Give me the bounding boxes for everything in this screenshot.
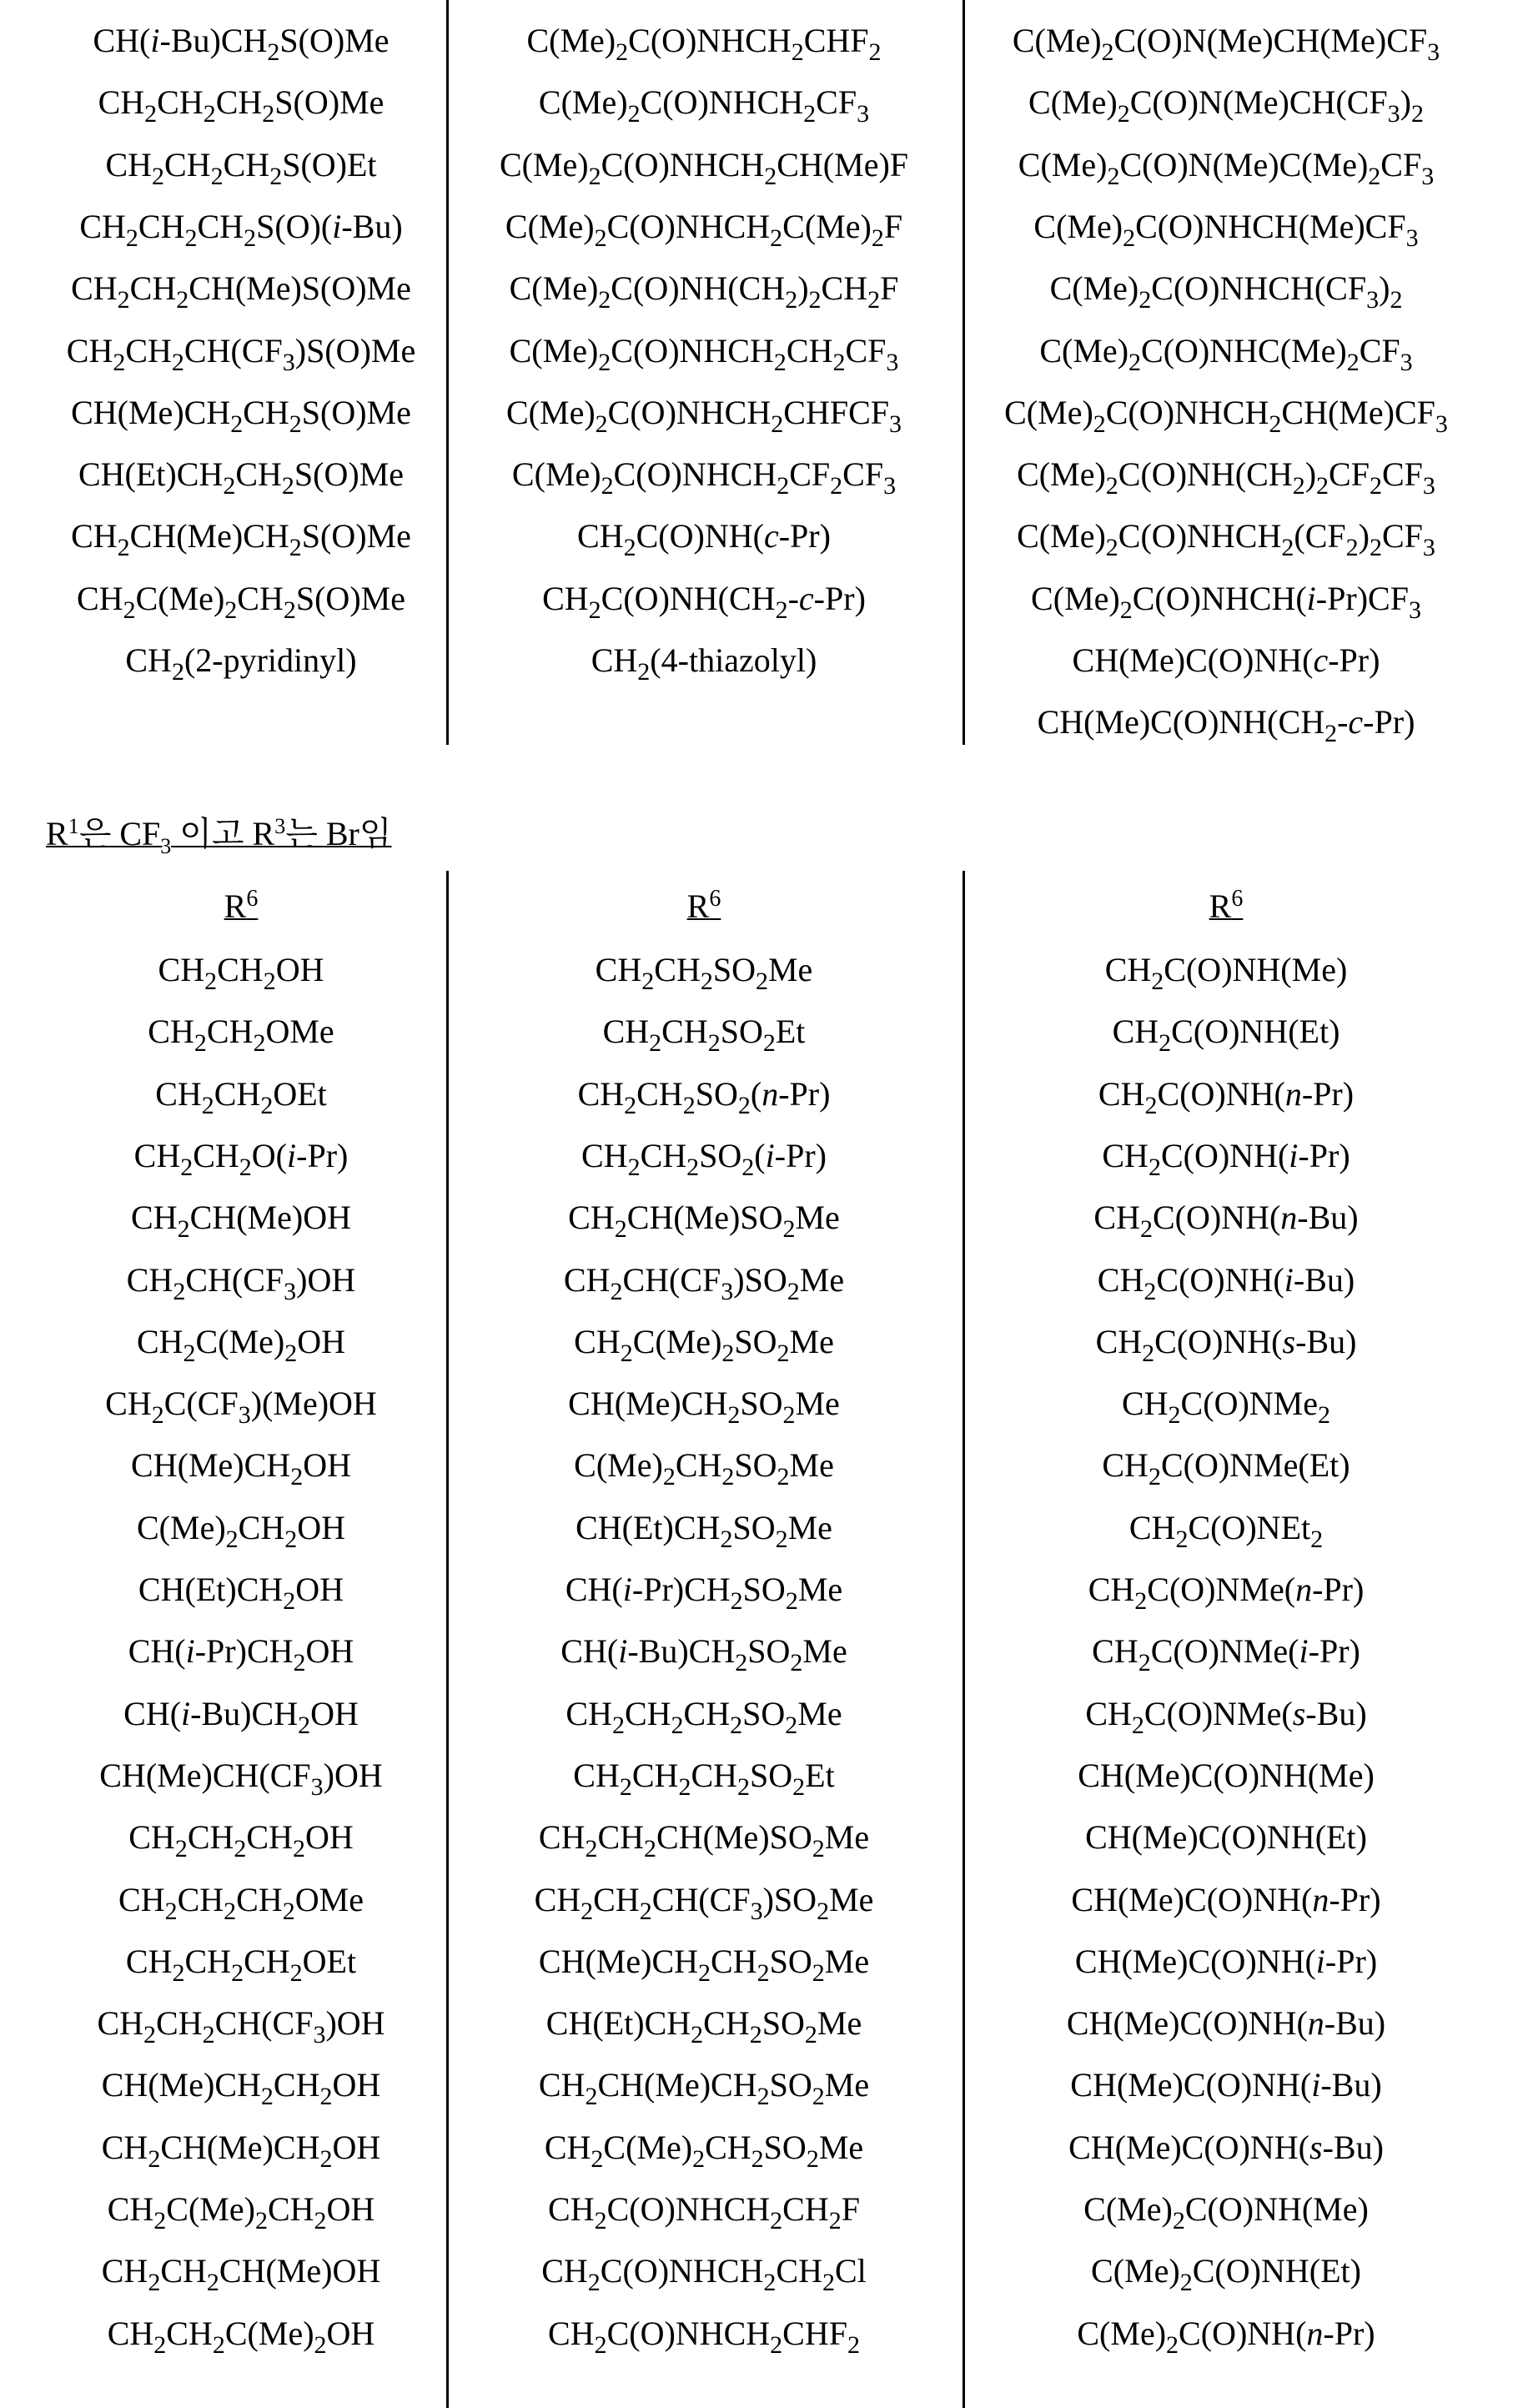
substituent-entry: CH2CH(Me)CH2OH xyxy=(0,2127,491,2169)
substituent-entry: CH(Me)C(O)NH(n-Pr) xyxy=(976,1879,1476,1921)
substituent-entry: CH2CH2CH(CF3)OH xyxy=(0,2003,491,2044)
substituent-entry: C(Me)2C(O)N(Me)CH(CF3)2 xyxy=(976,82,1476,123)
substituent-entry: C(Me)2CH2SO2Me xyxy=(454,1445,954,1486)
header-superscript: 6 xyxy=(1231,886,1243,912)
substituent-entry: C(Me)2C(O)NH(CH2)2CH2F xyxy=(454,268,954,309)
substituent-entry: C(Me)2C(O)NH(Et) xyxy=(976,2250,1476,2292)
header-label: R xyxy=(687,887,710,925)
substituent-entry: CH2CH2SO2(n-Pr) xyxy=(454,1073,954,1115)
substituent-entry: CH2CH2CH(Me)S(O)Me xyxy=(0,268,491,309)
substituent-entry: CH2C(O)NHCH2CH2Cl xyxy=(454,2250,954,2292)
substituent-entry: CH2CH2CH(CF3)SO2Me xyxy=(454,1879,954,1921)
condition-text: 은 CF xyxy=(79,815,161,852)
substituent-entry: CH(i-Pr)CH2OH xyxy=(0,1631,491,1672)
substituent-entry: C(Me)2C(O)N(Me)C(Me)2CF3 xyxy=(976,144,1476,186)
substituent-entry: CH(Me)C(O)NH(i-Pr) xyxy=(976,1941,1476,1983)
substituent-entry: C(Me)2C(O)NHCH(i-Pr)CF3 xyxy=(976,578,1476,620)
substituent-entry: CH(Me)C(O)NH(Et) xyxy=(976,1817,1476,1858)
substituent-entry: CH2CH2SO2(i-Pr) xyxy=(454,1135,954,1177)
condition-text: 는 Br임 xyxy=(285,815,391,852)
substituent-entry: CH(Et)CH2SO2Me xyxy=(454,1507,954,1549)
substituent-entry: CH2CH2CH2S(O)Et xyxy=(0,144,491,186)
substituent-entry: C(Me)2C(O)NH(n-Pr) xyxy=(976,2313,1476,2355)
substituent-entry: CH2C(O)NH(CH2-c-Pr) xyxy=(454,578,954,620)
substituent-entry: CH2C(O)NHCH2CH2F xyxy=(454,2189,954,2230)
substituent-entry: C(Me)2C(O)NHCH2CF2CF3 xyxy=(454,454,954,495)
substituent-entry: CH(Me)C(O)NH(s-Bu) xyxy=(976,2127,1476,2169)
substituent-entry: CH2CH(CF3)SO2Me xyxy=(454,1259,954,1301)
substituent-entry: CH2C(O)NMe(Et) xyxy=(976,1445,1476,1486)
condition-heading xyxy=(46,813,392,855)
substituent-entry: CH(i-Bu)CH2OH xyxy=(0,1693,491,1735)
substituent-entry: CH2CH2CH2OMe xyxy=(0,1879,491,1921)
substituent-entry: CH(Me)CH2CH2SO2Me xyxy=(454,1941,954,1983)
substituent-entry: CH2CH(Me)OH xyxy=(0,1197,491,1239)
substituent-entry: CH2C(O)NEt2 xyxy=(976,1507,1476,1549)
substituent-entry: CH2C(O)NH(i-Bu) xyxy=(976,1259,1476,1301)
substituent-entry: CH2CH2CH2OH xyxy=(0,1817,491,1858)
substituent-entry: CH2C(Me)2CH2SO2Me xyxy=(454,2127,954,2169)
substituent-entry: CH2C(O)NMe(s-Bu) xyxy=(976,1693,1476,1735)
substituent-entry: CH2C(O)NMe(n-Pr) xyxy=(976,1569,1476,1611)
substituent-entry: CH2CH2OH xyxy=(0,949,491,991)
column-divider xyxy=(963,0,965,745)
column-header-r6 xyxy=(454,886,954,928)
substituent-entry: CH(Me)C(O)NH(n-Bu) xyxy=(976,2003,1476,2044)
substituent-entry: CH2CH(Me)CH2SO2Me xyxy=(454,2064,954,2106)
substituent-entry: CH2CH2CH2SO2Me xyxy=(454,1693,954,1735)
column-header-r6 xyxy=(0,886,491,928)
substituent-entry: CH2C(O)NH(n-Bu) xyxy=(976,1197,1476,1239)
substituent-entry: CH(i-Bu)CH2S(O)Me xyxy=(0,20,491,62)
substituent-entry: CH2CH2OMe xyxy=(0,1011,491,1053)
substituent-entry: CH(Me)C(O)NH(CH2-c-Pr) xyxy=(976,701,1476,743)
substituent-entry: CH2(2-pyridinyl) xyxy=(0,640,491,681)
substituent-entry: CH2C(O)NHCH2CHF2 xyxy=(454,2313,954,2355)
substituent-entry: C(Me)2C(O)NHC(Me)2CF3 xyxy=(976,330,1476,372)
substituent-entry: C(Me)2C(O)NHCH2CH(Me)CF3 xyxy=(976,392,1476,434)
substituent-entry: CH(Me)C(O)NH(i-Bu) xyxy=(976,2064,1476,2106)
substituent-entry: CH2CH2O(i-Pr) xyxy=(0,1135,491,1177)
substituent-entry: C(Me)2C(O)NHCH2CHF2 xyxy=(454,20,954,62)
substituent-entry: CH2C(O)NH(Et) xyxy=(976,1011,1476,1053)
r1-superscript: 1 xyxy=(68,814,79,838)
substituent-entry: CH(Et)CH2OH xyxy=(0,1569,491,1611)
substituent-entry: CH2CH(Me)SO2Me xyxy=(454,1197,954,1239)
substituent-entry: C(Me)2CH2OH xyxy=(0,1507,491,1549)
substituent-entry: CH2C(O)NH(c-Pr) xyxy=(454,515,954,557)
header-superscript: 6 xyxy=(246,886,258,912)
substituent-entry: C(Me)2C(O)NHCH(Me)CF3 xyxy=(976,206,1476,248)
substituent-entry: C(Me)2C(O)NHCH2CF3 xyxy=(454,82,954,123)
substituent-entry: CH2C(O)NMe2 xyxy=(976,1383,1476,1425)
substituent-entry: C(Me)2C(O)NHCH2(CF2)2CF3 xyxy=(976,515,1476,557)
substituent-entry: CH2(4-thiazolyl) xyxy=(454,640,954,681)
substituent-entry: CH2CH2CH2S(O)(i-Bu) xyxy=(0,206,491,248)
substituent-entry: CH(Me)C(O)NH(Me) xyxy=(976,1755,1476,1797)
header-label: R xyxy=(224,887,247,925)
substituent-entry: C(Me)2C(O)NH(Me) xyxy=(976,2189,1476,2230)
substituent-entry: CH(i-Bu)CH2SO2Me xyxy=(454,1631,954,1672)
substituent-entry: CH(Me)CH2CH2S(O)Me xyxy=(0,392,491,434)
substituent-entry: C(Me)2C(O)NHCH2CH2CF3 xyxy=(454,330,954,372)
substituent-entry: C(Me)2C(O)N(Me)CH(Me)CF3 xyxy=(976,20,1476,62)
substituent-entry: CH2CH2SO2Me xyxy=(454,949,954,991)
substituent-entry: CH2C(Me)2CH2S(O)Me xyxy=(0,578,491,620)
substituent-entry: CH(Et)CH2CH2SO2Me xyxy=(454,2003,954,2044)
substituent-entry: CH2CH2CH(Me)OH xyxy=(0,2250,491,2292)
r3-superscript: 3 xyxy=(274,814,285,838)
header-label: R xyxy=(1209,887,1232,925)
substituent-entry: CH2CH(Me)CH2S(O)Me xyxy=(0,515,491,557)
substituent-entry: CH2C(O)NH(n-Pr) xyxy=(976,1073,1476,1115)
substituent-entry: CH2CH(CF3)OH xyxy=(0,1259,491,1301)
column-header-r6 xyxy=(976,886,1476,928)
substituent-entry: CH2CH2CH2S(O)Me xyxy=(0,82,491,123)
substituent-entry: CH(Me)C(O)NH(c-Pr) xyxy=(976,640,1476,681)
substituent-entry: C(Me)2C(O)NHCH(CF3)2 xyxy=(976,268,1476,309)
substituent-entry: CH2C(O)NH(s-Bu) xyxy=(976,1321,1476,1363)
substituent-entry: CH(Et)CH2CH2S(O)Me xyxy=(0,454,491,495)
condition-text: 이고 R xyxy=(171,815,274,852)
substituent-entry: CH(i-Pr)CH2SO2Me xyxy=(454,1569,954,1611)
substituent-entry: CH2C(CF3)(Me)OH xyxy=(0,1383,491,1425)
substituent-entry: CH2C(O)NH(Me) xyxy=(976,949,1476,991)
header-superscript: 6 xyxy=(709,886,721,912)
cf3-subscript: 3 xyxy=(160,834,171,858)
substituent-entry: CH2CH2CH2SO2Et xyxy=(454,1755,954,1797)
substituent-entry: CH2CH2CH(CF3)S(O)Me xyxy=(0,330,491,372)
substituent-entry: CH(Me)CH2CH2OH xyxy=(0,2064,491,2106)
substituent-entry: CH2C(O)NH(i-Pr) xyxy=(976,1135,1476,1177)
substituent-entry: CH(Me)CH2OH xyxy=(0,1445,491,1486)
substituent-entry: CH2CH2C(Me)2OH xyxy=(0,2313,491,2355)
substituent-entry: CH2C(Me)2CH2OH xyxy=(0,2189,491,2230)
column-divider xyxy=(963,871,965,2408)
substituent-entry: CH2CH2SO2Et xyxy=(454,1011,954,1053)
substituent-entry: CH2C(Me)2OH xyxy=(0,1321,491,1363)
substituent-entry: C(Me)2C(O)NHCH2CHFCF3 xyxy=(454,392,954,434)
substituent-entry: C(Me)2C(O)NHCH2C(Me)2F xyxy=(454,206,954,248)
substituent-entry: CH2C(Me)2SO2Me xyxy=(454,1321,954,1363)
r1-label: R xyxy=(46,815,68,852)
substituent-entry: CH2CH2CH2OEt xyxy=(0,1941,491,1983)
substituent-entry: CH(Me)CH(CF3)OH xyxy=(0,1755,491,1797)
substituent-entry: CH2CH2OEt xyxy=(0,1073,491,1115)
substituent-entry: CH(Me)CH2SO2Me xyxy=(454,1383,954,1425)
substituent-entry: CH2C(O)NMe(i-Pr) xyxy=(976,1631,1476,1672)
substituent-entry: C(Me)2C(O)NHCH2CH(Me)F xyxy=(454,144,954,186)
substituent-entry: CH2CH2CH(Me)SO2Me xyxy=(454,1817,954,1858)
substituent-entry: C(Me)2C(O)NH(CH2)2CF2CF3 xyxy=(976,454,1476,495)
